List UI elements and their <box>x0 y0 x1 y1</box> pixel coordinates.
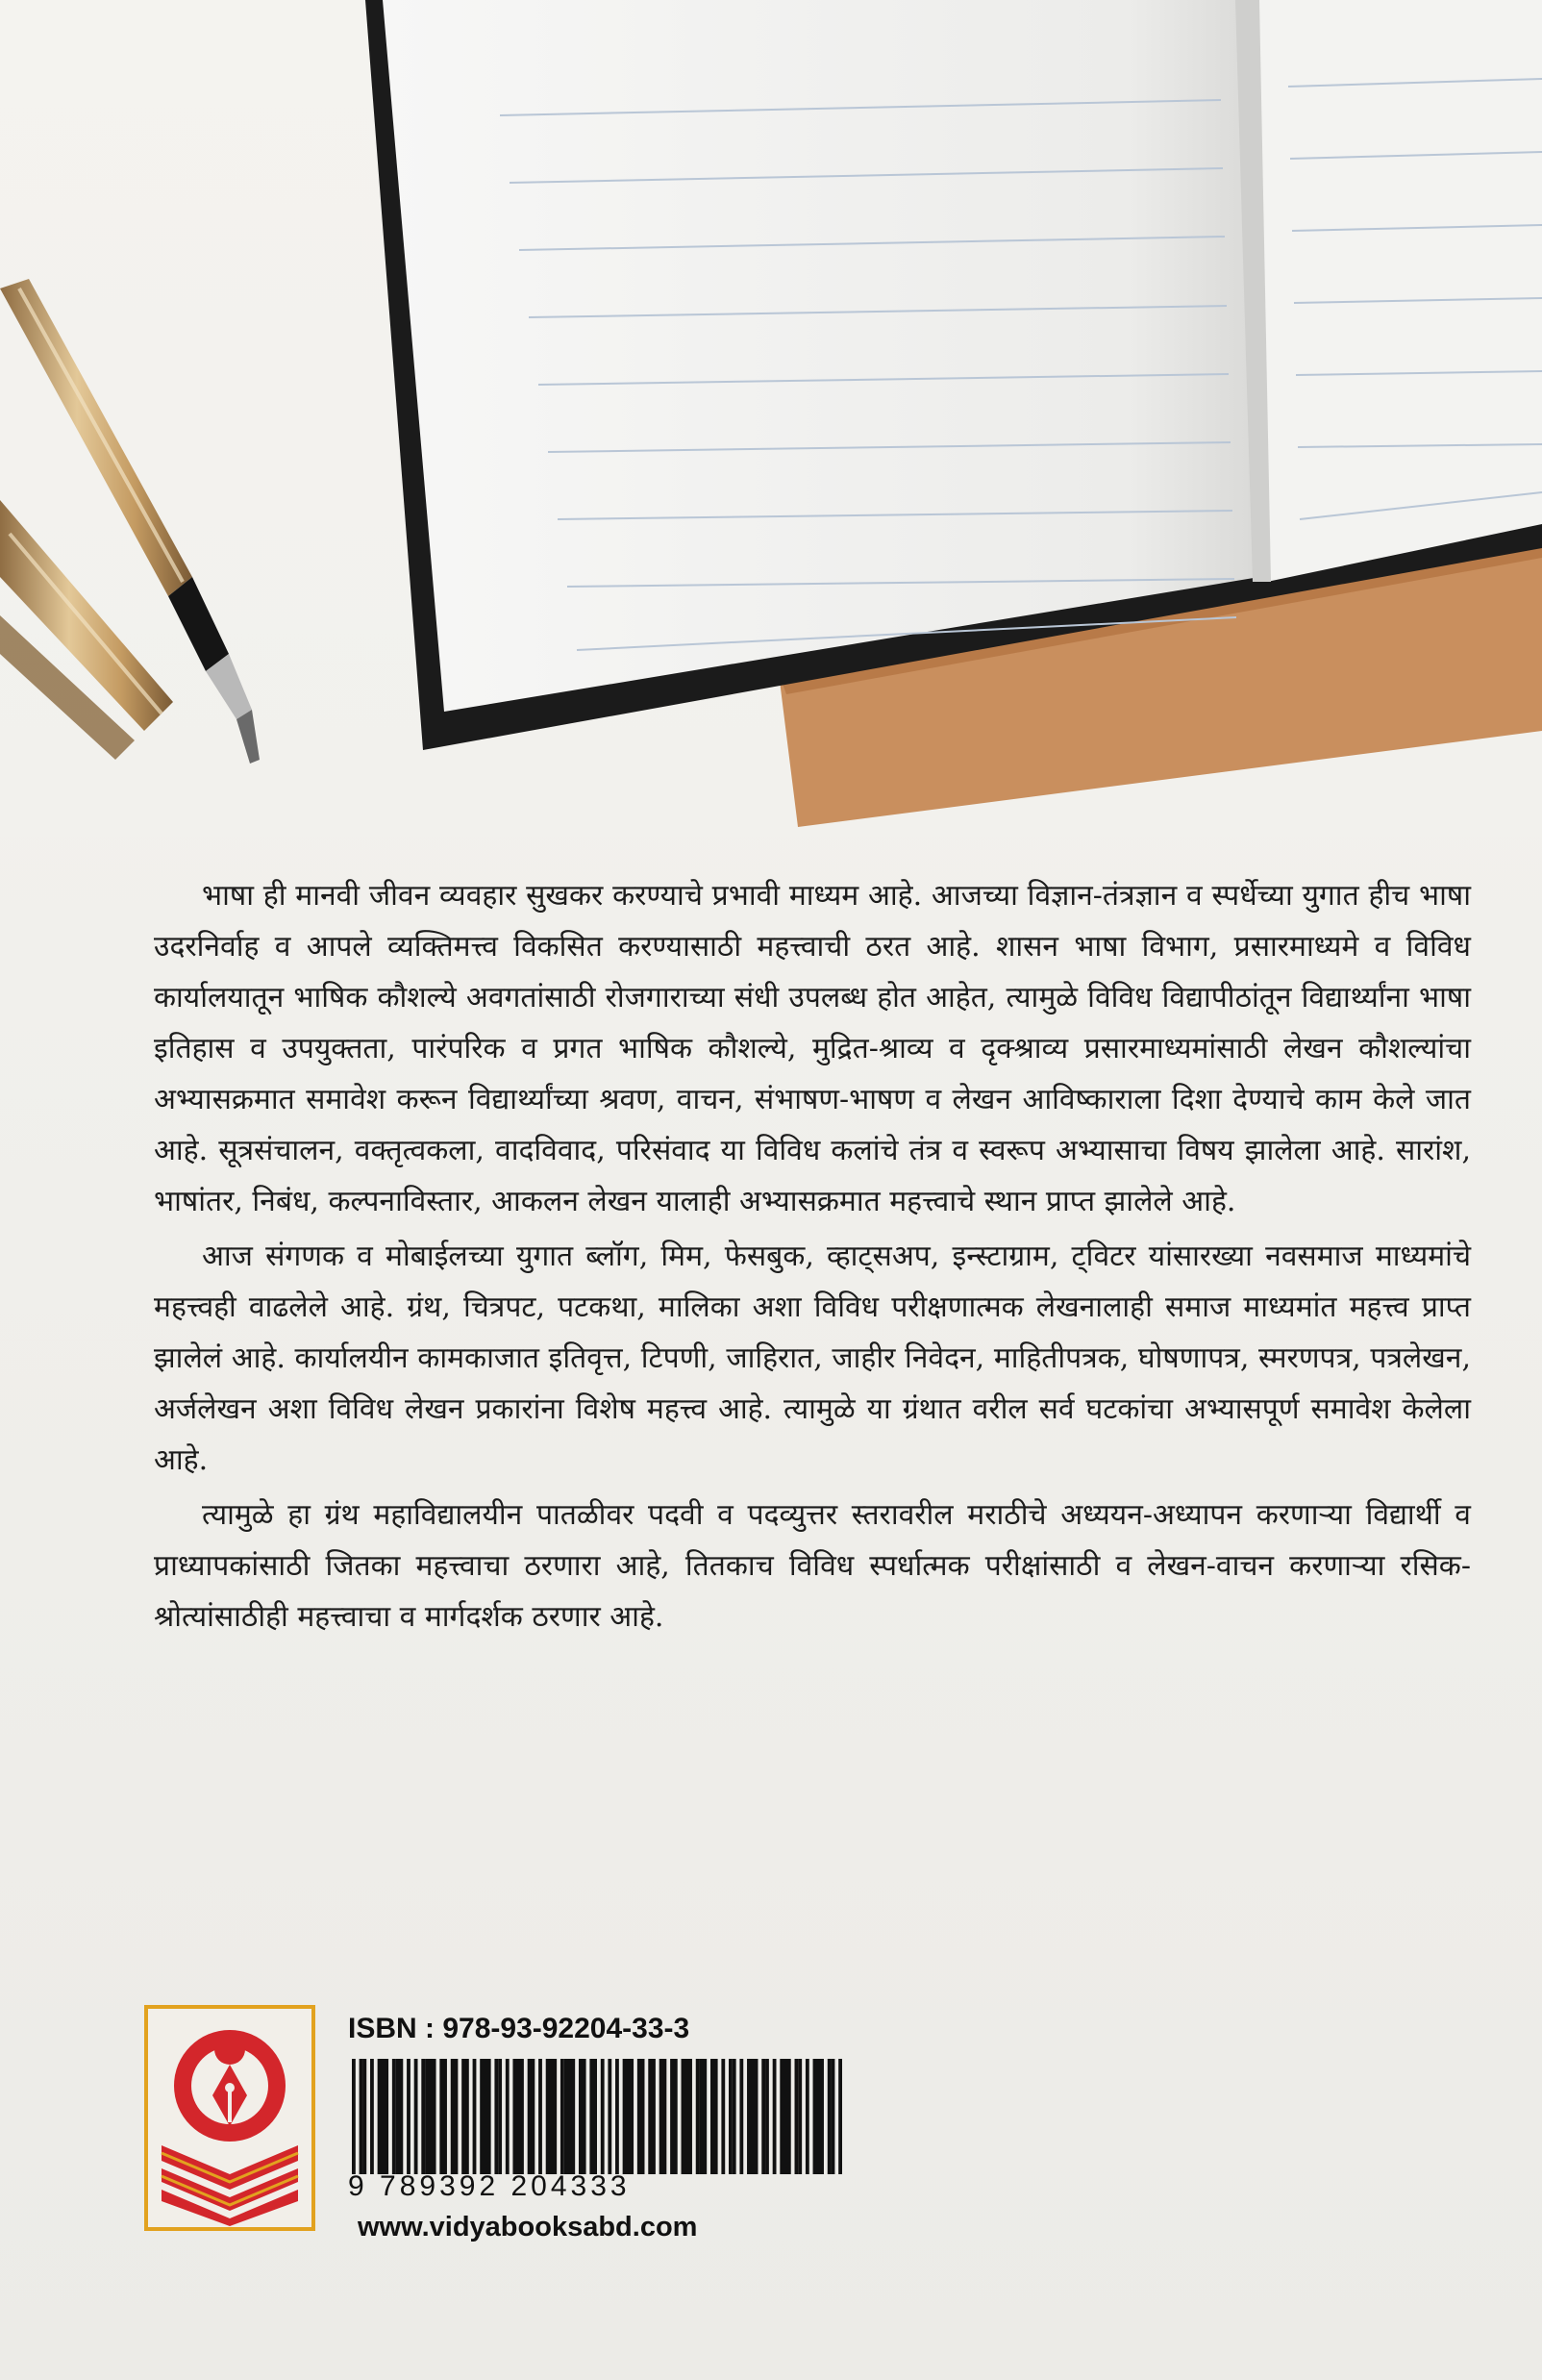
barcode-bar <box>451 2059 459 2174</box>
barcode-bar <box>396 2059 404 2174</box>
barcode-bar <box>473 2059 477 2174</box>
barcode-bar <box>531 2059 535 2174</box>
barcode-bar <box>601 2059 605 2174</box>
barcode-bar <box>729 2059 733 2174</box>
barcode-bar <box>564 2059 575 2174</box>
barcode-bar <box>615 2059 619 2174</box>
barcode-bar <box>362 2059 366 2174</box>
barcode-bar <box>560 2059 564 2174</box>
isbn-label: ISBN : 978-93-92204-33-3 <box>348 2013 690 2044</box>
barcode-bar <box>773 2059 777 2174</box>
barcode-bar <box>461 2059 465 2174</box>
barcode-bar <box>721 2059 725 2174</box>
barcode-bar <box>813 2059 824 2174</box>
barcode-bar <box>795 2059 799 2174</box>
barcode-bar <box>663 2059 667 2174</box>
barcode-bar <box>670 2059 678 2174</box>
barcode-bar <box>579 2059 586 2174</box>
barcode-bar <box>538 2059 542 2174</box>
barcode-bar <box>623 2059 634 2174</box>
barcode-bar <box>739 2059 743 2174</box>
barcode-bar <box>494 2059 498 2174</box>
blurb-text <box>154 870 1471 1646</box>
barcode-bar <box>710 2059 718 2174</box>
barcode-bar <box>498 2059 502 2174</box>
barcode-bar <box>608 2059 611 2174</box>
barcode-bar <box>747 2059 758 2174</box>
barcode-bar <box>828 2059 832 2174</box>
barcode-bar <box>439 2059 447 2174</box>
barcode-bar <box>780 2059 790 2174</box>
barcode-bar <box>682 2059 692 2174</box>
cover-footer <box>144 2005 817 2255</box>
barcode-bar <box>480 2059 490 2174</box>
barcode-bar <box>392 2059 396 2174</box>
barcode-bar <box>414 2059 418 2174</box>
barcode-digits: 9 789392 204333 <box>348 2170 631 2202</box>
isbn-barcode <box>348 2059 848 2174</box>
barcode-bar <box>798 2059 802 2174</box>
barcode-bar <box>506 2059 510 2174</box>
blurb-paragraph-2: आज संगणक व मोबाईलच्या युगात ब्लॉग, मिम, फेसबुक, व्हाट्सअप, इन्स्टाग्राम, ट्विटर यांसारख्या नवसमाज माध्यमांचे महत्त्वही वाढलेले आहे. ग्रंथ, चित्रपट, पटकथा, मालिका अशा विविध परीक्षणात्मक लेखनालाही समाज माध्यमांत महत्त्व प्राप्त झालेलं आहे. कार्यालयीन कामकाजात इतिवृत्त, टिपणी, जाहिरात, जाहीर निवेदन, माहितीपत्रक, घोषणापत्र, स्मरणपत्र, पत्रलेखन, अर्जलेखन अशा विविध लेखन प्रकारांना विशेष महत्त्व आहे. त्यामुळे या ग्रंथात वरील सर्व घटकांचा अभ्यासपूर्ण समावेश केलेला आहे. <box>154 1240 1471 1477</box>
barcode-bar <box>370 2059 374 2174</box>
barcode-bar <box>832 2059 835 2174</box>
barcode-bar <box>696 2059 700 2174</box>
barcode-bar <box>421 2059 425 2174</box>
barcode-bar <box>659 2059 663 2174</box>
barcode-bar <box>589 2059 597 2174</box>
barcode-bar <box>838 2059 842 2174</box>
barcode-bar <box>360 2059 363 2174</box>
pen-nib-chevrons-icon <box>148 2009 311 2227</box>
barcode-bar <box>761 2059 765 2174</box>
barcode-bar <box>528 2059 532 2174</box>
blurb-paragraph-1: भाषा ही मानवी जीवन व्यवहार सुखकर करण्याचे प्रभावी माध्यम आहे. आजच्या विज्ञान-तंत्रज्ञान व स्पर्धेच्या युगात हीच भाषा उदरनिर्वाह व आपले व्यक्तिमत्त्व विकसित करण्यासाठी महत्त्वाची ठरत आहे. शासन भाषा विभाग, प्रसारमाध्यमे व विविध कार्यालयातून भाषिक कौशल्ये अवगतांसाठी रोजगाराच्या संधी उपलब्ध होत आहेत, त्यामुळे विविध विद्यापीठांतून विद्यार्थ्यांना भाषा इतिहास व उपयुक्तता, पारंपरिक व प्रगत भाषिक कौशल्ये, मुद्रित-श्राव्य व दृक्श्राव्य प्रसारमाध्यमांसाठी लेखन कौशल्यांचा अभ्यासक्रमात समावेश करून विद्यार्थ्यांच्या श्रवण, वाचन, संभाषण-भाषण व लेखन आविष्काराला दिशा देण्याचे काम केले जात आहे. सूत्रसंचालन, वक्तृत्वकला, वादविवाद, परिसंवाद या विविध कलांचे तंत्र व स्वरूप अभ्यासाचा विषय झालेला आहे. सारांश, भाषांतर, निबंध, कल्पनाविस्तार, आकलन लेखन यालाही अभ्यासक्रमात महत्त्वाचे स्थान प्राप्त झालेले आहे. <box>154 879 1471 1218</box>
barcode-bar <box>378 2059 388 2174</box>
barcode-bar <box>700 2059 708 2174</box>
barcode-bar <box>512 2059 523 2174</box>
barcode-bar <box>407 2059 410 2174</box>
barcode-bar <box>546 2059 557 2174</box>
barcode-bar <box>465 2059 469 2174</box>
barcode-bar <box>733 2059 736 2174</box>
publisher-website: www.vidyabooksabd.com <box>358 2212 698 2242</box>
barcode-bar <box>637 2059 645 2174</box>
cover-photo <box>0 0 1542 837</box>
blurb-paragraph-3: त्यामुळे हा ग्रंथ महाविद्यालयीन पातळीवर पदवी व पदव्युत्तर स्तरावरील मराठीचे अध्ययन-अध्यापन करणाऱ्या विद्यार्थी व प्राध्यापकांसाठी जितका महत्त्वाचा ठरणारा आहे, तितकाच विविध स्पर्धात्मक परीक्षांसाठी व लेखन-वाचन करणाऱ्या रसिक-श्रोत्यांसाठीही महत्त्वाचा व मार्गदर्शक ठरणार आहे. <box>154 1498 1471 1634</box>
barcode-bar <box>425 2059 435 2174</box>
barcode-bar <box>352 2059 356 2174</box>
publisher-logo <box>144 2005 315 2231</box>
barcode-bar <box>648 2059 656 2174</box>
barcode-bar <box>765 2059 769 2174</box>
barcode-bar <box>806 2059 809 2174</box>
